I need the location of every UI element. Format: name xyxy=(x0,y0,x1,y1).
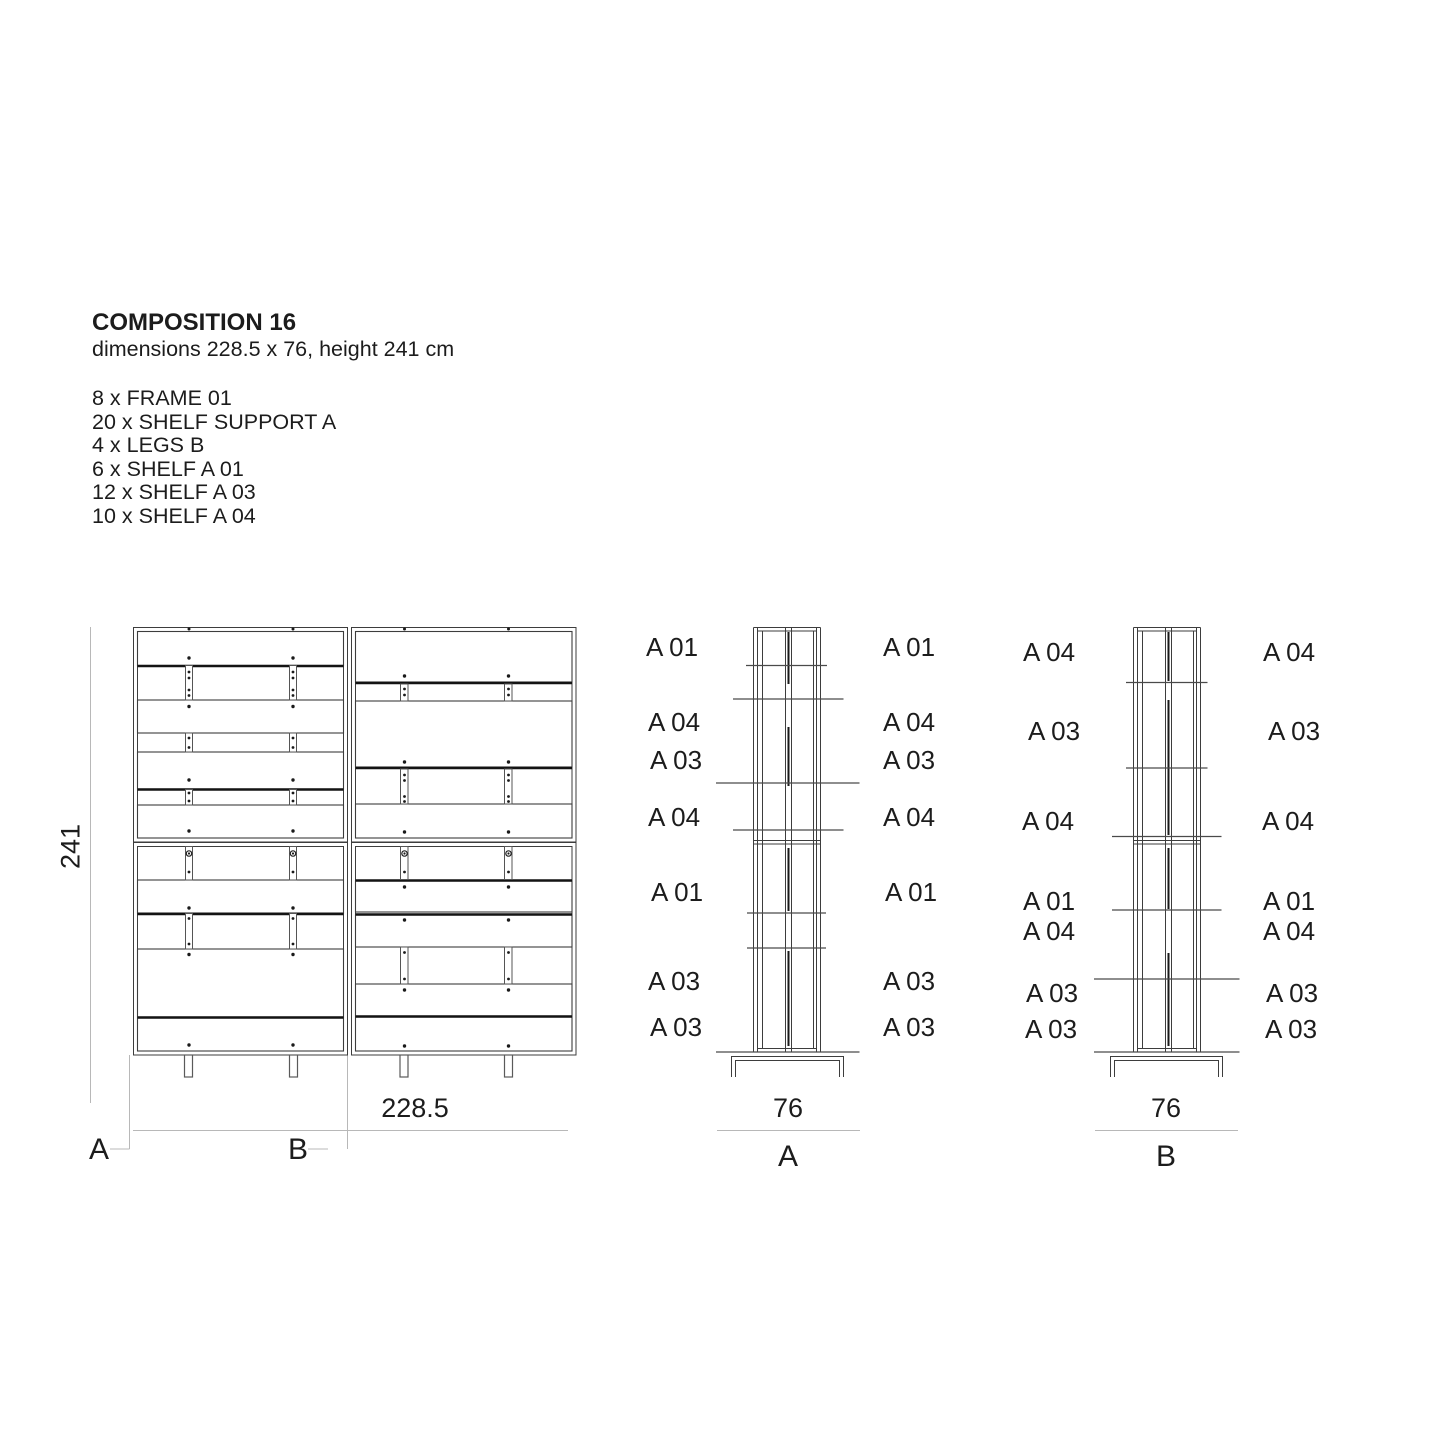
side-b-width-dimension: 76 xyxy=(1150,1093,1182,1123)
parts-list xyxy=(92,387,336,528)
shelf-label: A 04 xyxy=(648,707,701,737)
shelf-label: A 03 xyxy=(650,745,703,775)
shelf-label: A 04 xyxy=(648,802,701,832)
shelf-label: A 01 xyxy=(1023,886,1076,916)
page-title: COMPOSITION 16 xyxy=(92,309,297,336)
height-dimension: 241 xyxy=(55,823,86,870)
shelf-label: A 04 xyxy=(1023,916,1076,946)
section-b-label: B xyxy=(287,1133,308,1166)
shelf-label: A 03 xyxy=(1265,1014,1318,1044)
parts-list-item: 8 x FRAME 01 xyxy=(92,386,232,410)
shelf-label: A 01 xyxy=(885,877,938,907)
shelf-label: A 04 xyxy=(883,802,936,832)
shelf-label: A 03 xyxy=(883,745,936,775)
parts-list-item: 6 x SHELF A 01 xyxy=(92,456,244,481)
shelf-label: A 04 xyxy=(1022,806,1075,836)
side-b-view-label: B xyxy=(1155,1140,1176,1173)
shelf-label: A 03 xyxy=(1266,978,1319,1008)
shelf-label: A 04 xyxy=(1023,637,1076,667)
shelf-label: A 04 xyxy=(1263,916,1316,946)
width-dimension: 228.5 xyxy=(381,1093,449,1123)
shelf-label: A 03 xyxy=(650,1012,703,1042)
side-view-a-drawing xyxy=(716,628,860,1078)
shelf-label: A 03 xyxy=(1268,716,1321,746)
side-a-width-dimension: 76 xyxy=(772,1093,804,1123)
front-view-drawing xyxy=(134,628,577,1078)
page-subtitle: dimensions 228.5 x 76, height 241 cm xyxy=(92,337,455,361)
shelf-label: A 03 xyxy=(883,966,936,996)
parts-list-item: 20 x SHELF SUPPORT A xyxy=(92,409,337,434)
shelf-label: A 03 xyxy=(1026,978,1079,1008)
side-view-b-drawing xyxy=(1094,628,1240,1078)
side-a-view-label: A xyxy=(777,1140,798,1173)
shelf-label: A 01 xyxy=(1263,886,1316,916)
parts-list-item: 12 x SHELF A 03 xyxy=(92,480,256,504)
shelf-label: A 01 xyxy=(646,632,699,662)
shelf-label: A 01 xyxy=(883,632,936,662)
shelf-label: A 03 xyxy=(883,1012,936,1042)
shelf-label: A 01 xyxy=(651,877,704,907)
parts-list-item: 4 x LEGS B xyxy=(92,433,205,457)
shelf-label: A 03 xyxy=(1025,1014,1078,1044)
section-a-label: A xyxy=(88,1133,109,1166)
shelf-label: A 03 xyxy=(1028,716,1081,746)
shelf-label: A 04 xyxy=(883,707,936,737)
shelf-label: A 04 xyxy=(1262,806,1315,836)
shelf-label: A 04 xyxy=(1263,637,1316,667)
parts-list-item: 10 x SHELF A 04 xyxy=(92,503,256,528)
shelf-label: A 03 xyxy=(648,966,701,996)
